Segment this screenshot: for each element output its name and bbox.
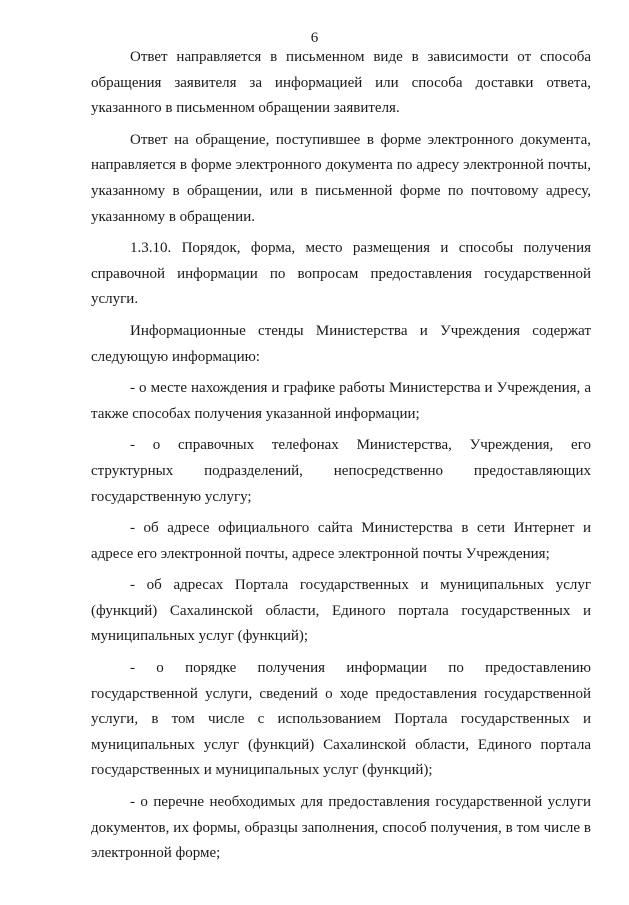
section-heading-paragraph: 1.3.10. Порядок, форма, место размещения и способы получения справочной информации по вопросам предоставления государственной услуги. [91, 240, 591, 308]
paragraph: Информационные стенды Министерства и Учреждения содержат следующую информацию: [91, 322, 591, 365]
paragraph: Ответ на обращение, поступившее в форме электронного документа, направляется в форме электронного документа по адресу электронной почты, указанному в обращении, или в письменной форме по почтовому адресу, указанному в обращении. [91, 131, 591, 225]
list-item: - об адресах Портала государственных и муниципальных услуг (функций) Сахалинской области, Единого портала государственных и муниципальных услуг (функций); [91, 577, 591, 645]
list-item: - об адресе официального сайта Министерства в сети Интернет и адресе его электронной почты, адресе электронной почты Учреждения; [91, 520, 591, 562]
list-item: - о месте нахождения и графике работы Министерства и Учреждения, а также способах получения указанной информации; [91, 380, 591, 422]
list-item: - о справочных телефонах Министерства, Учреждения, его структурных подразделений, непосредственно предоставляющих государственную услугу; [91, 437, 591, 505]
list-item: - о перечне необходимых для предоставления государственной услуги документов, их формы, образцы заполнения, способ получения, в том числе в электронной форме; [91, 794, 591, 862]
document-body [91, 45, 591, 873]
list-item: - о порядке получения информации по предоставлению государственной услуги, сведений о ходе предоставления государственной услуги, в том числе с использованием Портала государственных и муниципальных услуг (функций) Сахалинской области, Единого портала государственных и муниципальных услуг (функций); [91, 660, 591, 779]
page-number: 6 [310, 30, 319, 46]
paragraph: Ответ направляется в письменном виде в зависимости от способа обращения заявителя за информацией или способа доставки ответа, указанного в письменном обращении заявителя. [91, 49, 591, 117]
